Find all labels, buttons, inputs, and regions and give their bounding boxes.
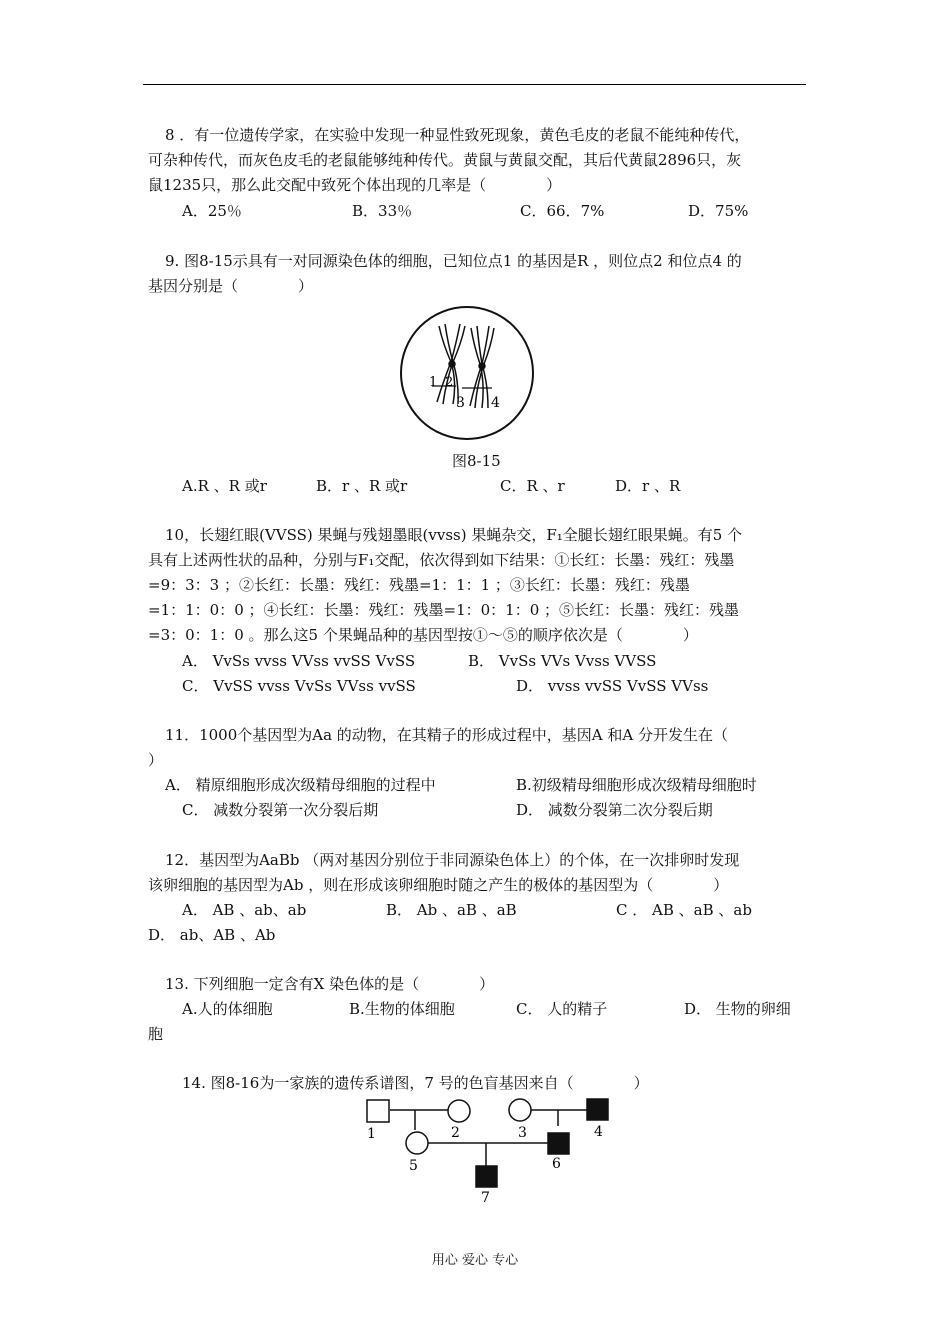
header-rule [143, 84, 806, 85]
q9-line-2: 基因分别是（ ） [148, 277, 314, 295]
q10-line-2: 具有上述两性状的品种，分别与F₁交配，依次得到如下结果：①长红：长墨：残红：残墨 [148, 551, 735, 569]
q11-line-1: 11．1000个基因型为Aa 的动物，在其精子的形成过程中，基因A 和A 分开发生在（ [165, 726, 729, 744]
pedigree-label-2: 2 [451, 1125, 460, 1141]
q8-line-1: 8 ．有一位遗传学家，在实验中发现一种显性致死现象，黄色毛皮的老鼠不能纯种传代， [165, 126, 750, 144]
q14-line-1: 14. 图8-16为一家族的遗传系谱图，7 号的色盲基因来自（ ） [182, 1074, 649, 1092]
q11-line-2: ） [148, 751, 164, 769]
pedigree-individual-2 [448, 1100, 470, 1122]
q9-option-b: B．r 、R 或r [316, 477, 408, 495]
q10-line-3: =9：3：3 ；②长红：长墨：残红：残墨=1：1：1 ；③长红：长墨：残红：残墨 [148, 576, 690, 594]
q8-line-2: 可杂种传代，而灰色皮毛的老鼠能够纯种传代。黄鼠与黄鼠交配，其后代黄鼠2896只，灰 [148, 151, 742, 169]
q9-line-1: 9. 图8-15示具有一对同源染色体的细胞，已知位点1 的基因是R ，则位点2 和位点4 的 [165, 252, 742, 270]
pedigree-individual-5 [406, 1132, 428, 1154]
q8-option-d: D．75% [688, 202, 749, 220]
pedigree-label-7: 7 [481, 1190, 490, 1206]
q8-line-3: 鼠1235只，那么此交配中致死个体出现的几率是（ ） [148, 176, 562, 194]
pedigree-individual-1 [367, 1100, 389, 1122]
pedigree-label-5: 5 [409, 1158, 418, 1174]
q13-line-1: 13. 下列细胞一定含有X 染色体的是（ ） [165, 975, 495, 993]
q11-option-d: D． 减数分裂第二次分裂后期 [516, 801, 713, 819]
q11-option-b: B.初级精母细胞形成次级精母细胞时 [516, 776, 757, 794]
page-footer: 用心 爱心 专心 [431, 1253, 519, 1268]
q10-option-c: C． VvSS vvss VvSs VVss vvSS [182, 677, 416, 695]
pedigree-label-3: 3 [518, 1125, 527, 1141]
locus-label-1: 1 [429, 375, 438, 390]
q13-option-d: D． 生物的卵细 [684, 1000, 791, 1018]
pedigree-individual-7 [476, 1166, 497, 1187]
q12-option-b: B． Ab 、aB 、aB [386, 901, 517, 919]
q13-option-d-wrap: 胞 [148, 1025, 164, 1043]
pedigree-individual-3 [509, 1099, 531, 1121]
pedigree-label-4: 4 [594, 1124, 603, 1140]
chromosome-figure [398, 304, 536, 442]
q11-option-a: A． 精原细胞形成次级精母细胞的过程中 [165, 776, 436, 794]
q13-option-c: C． 人的精子 [516, 1000, 608, 1018]
locus-label-4: 4 [491, 395, 500, 411]
q8-option-c: C．66．7% [520, 202, 605, 220]
q11-option-c: C． 减数分裂第一次分裂后期 [182, 801, 379, 819]
q12-option-c: C ． AB 、aB 、ab [616, 901, 752, 919]
q10-line-5: =3：0：1：0 。那么这5 个果蝇品种的基因型按①～⑤的顺序依次是（ ） [148, 626, 698, 644]
q13-option-a: A.人的体细胞 [182, 1000, 273, 1018]
q8-option-a: A．25％ [182, 202, 242, 220]
q12-line-2: 该卵细胞的基因型为Ab ，则在形成该卵细胞时随之产生的极体的基因型为（ ） [148, 876, 729, 894]
pedigree-individual-6 [548, 1133, 569, 1154]
locus-label-3: 3 [456, 395, 465, 411]
q9-option-a: A.R 、R 或r [182, 477, 267, 495]
q10-line-1: 10，长翅红眼(VVSS) 果蝇与残翅墨眼(vvss) 果蝇杂交，F₁全腿长翅红眼果蝇。有5 个 [165, 526, 743, 544]
q10-option-a: A． VvSs vvss VVss vvSS VvSS [182, 652, 416, 670]
q13-option-b: B.生物的体细胞 [349, 1000, 455, 1018]
pedigree-figure [355, 1096, 625, 1208]
q10-line-4: =1：1：0：0 ；④长红：长墨：残红：残墨=1：0：1：0 ；⑤长红：长墨：残红：残墨 [148, 601, 740, 619]
locus-label-2: 2 [445, 375, 454, 390]
q8-option-b: B．33％ [352, 202, 413, 220]
pedigree-label-6: 6 [552, 1156, 561, 1172]
q12-option-d: D． ab、AB 、Ab [148, 926, 276, 944]
q9-option-d: D．r 、R [615, 477, 681, 495]
q10-option-b: B． VvSs VVs Vvss VVSS [468, 652, 657, 670]
q12-line-1: 12．基因型为AaBb （两对基因分别位于非同源染色体上）的个体，在一次排卵时发现 [165, 851, 740, 869]
q12-option-a: A． AB 、ab、ab [182, 901, 307, 919]
pedigree-individual-4 [587, 1099, 608, 1120]
q9-figure-caption: 图8-15 [452, 452, 501, 470]
q10-option-d: D． vvss vvSS VvSS VVss [516, 677, 709, 695]
q9-option-c: C．R 、r [500, 477, 565, 495]
pedigree-label-1: 1 [367, 1126, 376, 1142]
chromosome-left [437, 324, 465, 404]
